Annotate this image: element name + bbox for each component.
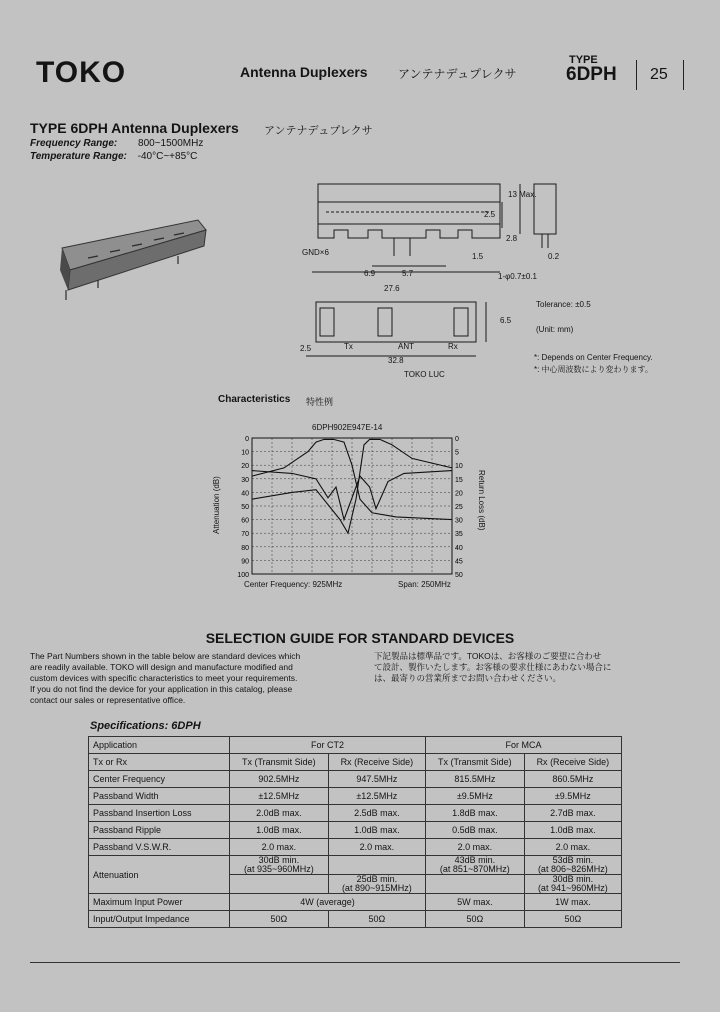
characteristics-title-jp: 特性例 <box>306 397 334 407</box>
table-cell: Passband Ripple <box>89 822 230 839</box>
footer-rule <box>30 962 680 963</box>
table-cell: Rx (Receive Side) <box>328 754 425 771</box>
guide-en-line: The Part Numbers shown in the table below are standard devices which <box>30 651 301 661</box>
table-cell: 4W (average) <box>230 894 426 911</box>
pin-diameter: 1-φ0.7±0.1 <box>498 272 537 281</box>
cell-line: 30dB min. <box>552 874 594 884</box>
page-title-jp: アンテナデュプレクサ <box>264 125 373 137</box>
table-cell: 5W max. <box>425 894 524 911</box>
frequency-range-row <box>30 138 203 149</box>
temperature-range-row <box>30 151 197 162</box>
dim-a: 6.9 <box>364 269 376 278</box>
type-code: 6DPH <box>566 64 617 85</box>
table-cell: 2.0 max. <box>425 839 524 856</box>
guide-jp-line: て設計、製作いたします。お客様の要求仕様にあわない場合に <box>374 662 612 672</box>
table-row <box>89 894 622 911</box>
dim-c: 27.6 <box>384 284 400 293</box>
unit-note: (Unit: mm) <box>536 325 574 334</box>
table-cell: 50Ω <box>230 911 329 928</box>
tx-pin-label: Tx <box>344 342 353 351</box>
table-cell: 2.5dB max. <box>328 805 425 822</box>
table-row <box>89 788 622 805</box>
chart-part-number: 6DPH902E947E-14 <box>312 423 383 432</box>
y-tick-right: 50 <box>455 572 463 578</box>
y-tick-right: 30 <box>455 517 463 525</box>
dim-h: 6.5 <box>500 316 512 325</box>
guide-en-line: If you do not find the device for your application in this catalog, please <box>30 684 293 694</box>
table-cell <box>230 856 329 875</box>
spec-table <box>88 736 622 928</box>
table-row <box>89 737 622 754</box>
center-freq-note-jp: *: 中心周波数により変わります。 <box>534 365 653 374</box>
chart-ylabel-right: Return Loss (dB) <box>477 470 486 531</box>
dim-side-5: 0.2 <box>548 252 560 261</box>
frequency-range-value: 800~1500MHz <box>138 138 204 149</box>
table-cell: 50Ω <box>524 911 621 928</box>
table-cell: Attenuation <box>89 856 230 894</box>
table-row <box>89 856 622 875</box>
dim-side-4: 1.5 <box>472 252 484 261</box>
y-tick-right: 15 <box>455 476 463 484</box>
guide-en-line: contact our sales or representative office. <box>30 695 186 705</box>
dim-e: 32.8 <box>388 356 404 365</box>
characteristics-chart <box>230 428 480 578</box>
guide-en-line: custom devices with specific characteristics to meet your requirements. <box>30 673 298 683</box>
table-cell: ±9.5MHz <box>524 788 621 805</box>
chart-xlabel: Center Frequency: 925MHz <box>244 580 343 589</box>
ant-pin-label: ANT <box>398 342 414 351</box>
table-cell: 1.0dB max. <box>230 822 329 839</box>
table-cell: 50Ω <box>328 911 425 928</box>
cell-line: (at 941~960MHz) <box>537 883 608 893</box>
y-tick-left: 10 <box>241 449 249 457</box>
cell-line: (at 851~870MHz) <box>439 864 510 874</box>
header-title: Antenna Duplexers <box>240 64 368 80</box>
table-cell: 2.0 max. <box>230 839 329 856</box>
table-cell: Tx (Transmit Side) <box>230 754 329 771</box>
guide-jp-line: 下記製品は標準品です。TOKOは、お客様のご要望に合わせ <box>374 651 602 661</box>
outline-top <box>318 184 500 202</box>
cell-line: (at 806~826MHz) <box>537 864 608 874</box>
table-cell: 2.7dB max. <box>524 805 621 822</box>
table-cell: 1W max. <box>524 894 621 911</box>
cell-line: 43dB min. <box>454 855 496 865</box>
y-tick-left: 20 <box>241 463 249 471</box>
y-tick-left: 100 <box>237 572 249 578</box>
center-freq-note: *: Depends on Center Frequency. <box>534 353 653 362</box>
table-cell: ±12.5MHz <box>328 788 425 805</box>
product-photo <box>58 212 208 304</box>
y-tick-right: 40 <box>455 544 463 552</box>
tolerance-note: Tolerance: ±0.5 <box>536 300 591 309</box>
y-tick-left: 80 <box>241 544 249 552</box>
y-tick-right: 45 <box>455 558 463 566</box>
dim-b: 5.7 <box>402 269 414 278</box>
guide-en-line: are readily available. TOKO will design and manufacture modified and <box>30 662 293 672</box>
frequency-range-label: Frequency Range: <box>30 138 118 149</box>
dim-d: 2.5 <box>300 344 312 353</box>
page-title: TYPE 6DPH Antenna Duplexers <box>30 120 239 136</box>
table-cell: Maximum Input Power <box>89 894 230 911</box>
table-cell <box>425 875 524 894</box>
cell-line: (at 935~960MHz) <box>243 864 314 874</box>
table-cell: For MCA <box>425 737 621 754</box>
y-tick-left: 0 <box>245 436 249 443</box>
cell-line: (at 890~915MHz) <box>341 883 412 893</box>
table-cell: 947.5MHz <box>328 771 425 788</box>
guide-paragraph-en <box>30 651 330 706</box>
type-label: TYPE <box>569 54 598 66</box>
table-cell: 1.0dB max. <box>328 822 425 839</box>
table-cell: Passband V.S.W.R. <box>89 839 230 856</box>
y-tick-left: 60 <box>241 517 249 525</box>
maker-mark: TOKO LUC <box>404 370 445 379</box>
cell-line: 30dB min. <box>258 855 300 865</box>
table-cell: 860.5MHz <box>524 771 621 788</box>
table-cell: Passband Insertion Loss <box>89 805 230 822</box>
cell-line: 53dB min. <box>552 855 594 865</box>
table-cell: 50Ω <box>425 911 524 928</box>
table-cell: For CT2 <box>230 737 426 754</box>
page-number: 25 <box>650 66 668 83</box>
characteristics-title: Characteristics <box>218 394 291 405</box>
table-cell: Tx (Transmit Side) <box>425 754 524 771</box>
y-tick-right: 25 <box>455 504 463 511</box>
table-cell: 0.5dB max. <box>425 822 524 839</box>
dim-side-2: 13 Max. <box>508 190 537 199</box>
y-tick-right: 35 <box>455 531 463 539</box>
table-cell <box>328 856 425 875</box>
table-cell: ±9.5MHz <box>425 788 524 805</box>
gnd-label: GND×6 <box>302 248 329 257</box>
table-cell: 2.0 max. <box>524 839 621 856</box>
y-tick-left: 70 <box>241 531 249 539</box>
y-tick-left: 40 <box>241 490 249 498</box>
y-tick-right: 5 <box>455 449 459 457</box>
table-cell: 2.0 max. <box>328 839 425 856</box>
table-cell: Passband Width <box>89 788 230 805</box>
table-cell <box>230 875 329 894</box>
table-row <box>89 911 622 928</box>
table-cell <box>524 875 621 894</box>
table-cell: 1.0dB max. <box>524 822 621 839</box>
temperature-range-value: -40°C~+85°C <box>137 151 198 162</box>
table-cell: Application <box>89 737 230 754</box>
y-tick-right: 0 <box>455 436 459 443</box>
guide-paragraph-jp <box>374 651 684 684</box>
table-cell: Tx or Rx <box>89 754 230 771</box>
rx-pin-label: Rx <box>448 342 458 351</box>
selection-guide-title: SELECTION GUIDE FOR STANDARD DEVICES <box>205 630 515 646</box>
toko-logo: TOKO <box>36 56 127 89</box>
table-cell: Center Frequency <box>89 771 230 788</box>
dim-side-3: 2.8 <box>506 234 518 243</box>
y-tick-right: 10 <box>455 463 463 471</box>
guide-jp-line: は、最寄りの営業所までお問い合わせください。 <box>374 673 562 683</box>
table-cell: Rx (Receive Side) <box>524 754 621 771</box>
dim-side-1: 2.5 <box>484 210 496 219</box>
table-row <box>89 771 622 788</box>
temperature-range-label: Temperature Range: <box>30 151 127 162</box>
table-cell: ±12.5MHz <box>230 788 329 805</box>
y-tick-left: 90 <box>241 558 249 566</box>
specifications-heading: Specifications: 6DPH <box>90 720 201 732</box>
chart-ylabel-left: Attenuation (dB) <box>212 476 221 534</box>
table-cell <box>524 856 621 875</box>
chart-xlabel-right: Span: 250MHz <box>398 580 451 589</box>
table-cell: 815.5MHz <box>425 771 524 788</box>
table-row <box>89 822 622 839</box>
table-cell: 1.8dB max. <box>425 805 524 822</box>
table-row <box>89 754 622 771</box>
y-tick-left: 50 <box>241 504 249 511</box>
table-row <box>89 839 622 856</box>
y-tick-right: 20 <box>455 490 463 498</box>
cell-line: 25dB min. <box>356 874 398 884</box>
table-cell <box>328 875 425 894</box>
table-cell <box>425 856 524 875</box>
table-cell: 2.0dB max. <box>230 805 329 822</box>
table-cell: Input/Output Impedance <box>89 911 230 928</box>
table-row <box>89 805 622 822</box>
table-cell: 902.5MHz <box>230 771 329 788</box>
header-title-jp: アンテナデュプレクサ <box>398 67 517 81</box>
y-tick-left: 30 <box>241 476 249 484</box>
